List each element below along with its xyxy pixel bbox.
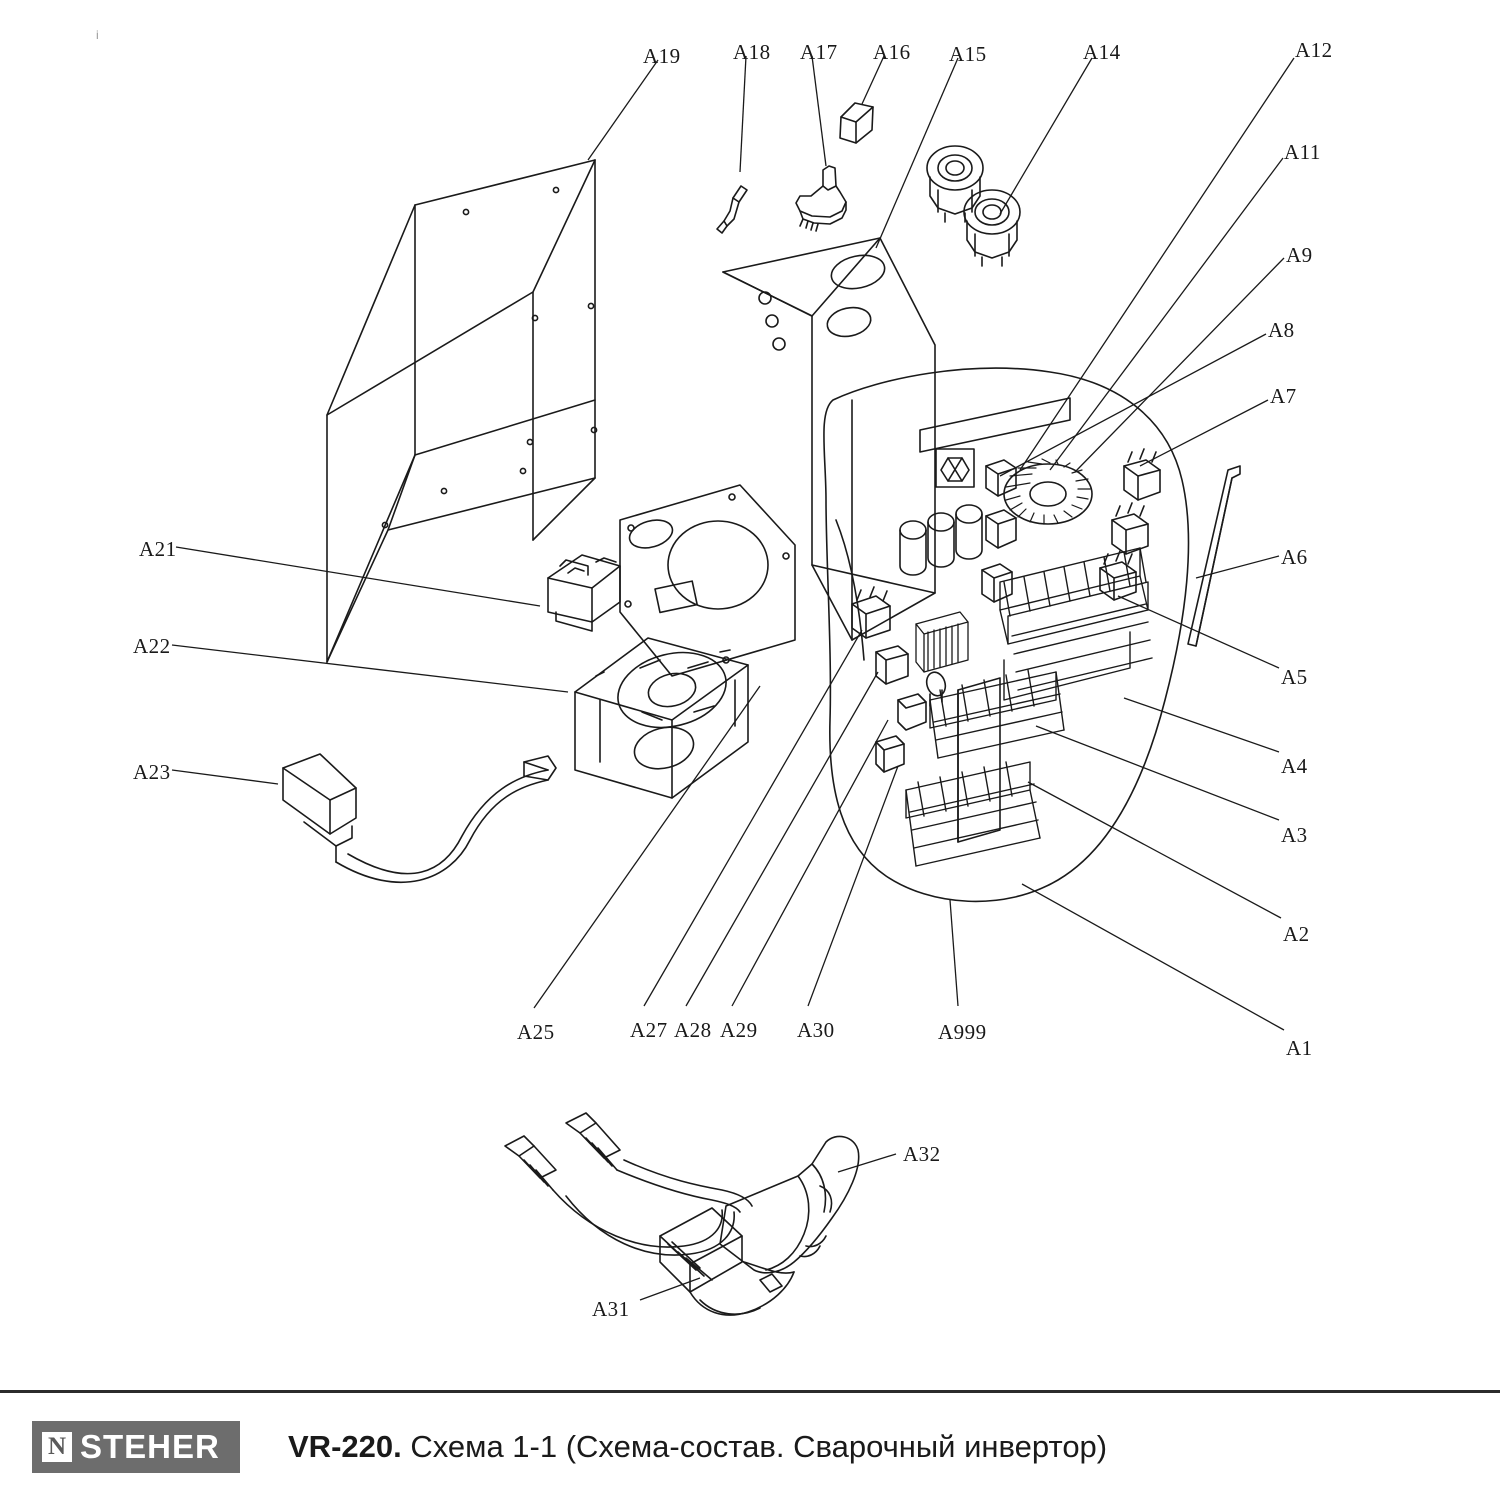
leader-line-a2 [1028, 782, 1281, 918]
brand-name: STEHER [80, 1427, 220, 1465]
leader-line-a28 [686, 672, 878, 1006]
part-label-a9: A9 [1286, 243, 1313, 267]
part-label-a22: A22 [133, 634, 171, 658]
part-label-a25: A25 [517, 1020, 555, 1044]
leader-line-a7 [1140, 400, 1268, 466]
part-label-a23: A23 [133, 760, 171, 784]
part-label-a32: A32 [903, 1142, 941, 1166]
part-label-a29: A29 [720, 1018, 758, 1042]
part-label-a31: A31 [592, 1297, 630, 1321]
part-label-a18: A18 [733, 40, 771, 64]
brand-mark-icon: N [42, 1432, 72, 1462]
corner-tick: i [96, 28, 99, 42]
part-label-a11: A11 [1284, 140, 1321, 164]
leader-line-a32 [838, 1154, 896, 1172]
part-label-a27: A27 [630, 1018, 668, 1042]
part-label-a15: A15 [949, 42, 987, 66]
leader-line-a999 [950, 900, 958, 1006]
leader-line-a30 [808, 766, 898, 1006]
leader-line-a11 [1050, 158, 1283, 470]
leader-line-a6 [1196, 556, 1279, 578]
part-label-a21: A21 [139, 537, 177, 561]
footer [0, 1393, 1500, 1500]
brand-logo [32, 1421, 240, 1473]
part-label-a7: A7 [1270, 384, 1297, 408]
model-number: VR-220. [288, 1428, 402, 1464]
diagram-caption [288, 1429, 1107, 1465]
part-label-a4: A4 [1281, 754, 1308, 778]
leader-line-a31 [640, 1278, 700, 1300]
part-label-a19: A19 [643, 44, 681, 68]
leader-line-a17 [812, 56, 826, 166]
leader-line-a5 [1118, 596, 1279, 668]
leader-line-a23 [172, 770, 278, 784]
leader-line-a4 [1124, 698, 1279, 752]
part-label-a3: A3 [1281, 823, 1308, 847]
leader-line-a29 [732, 720, 888, 1006]
part-label-a14: A14 [1083, 40, 1121, 64]
part-label-a5: A5 [1281, 665, 1308, 689]
part-label-a1: A1 [1286, 1036, 1313, 1060]
part-label-a8: A8 [1268, 318, 1295, 342]
leader-line-a1 [1022, 884, 1284, 1030]
part-label-a30: A30 [797, 1018, 835, 1042]
leader-line-a18 [740, 56, 746, 172]
leader-line-a22 [172, 645, 568, 692]
schema-description: Схема 1-1 (Схема-состав. Сварочный инвертор) [410, 1428, 1108, 1464]
leader-line-a21 [176, 547, 540, 606]
leader-line-a9 [1075, 258, 1284, 472]
part-label-a16: A16 [873, 40, 911, 64]
part-label-a28: A28 [674, 1018, 712, 1042]
part-label-a999: A999 [938, 1020, 987, 1044]
part-label-a17: A17 [800, 40, 838, 64]
leader-line-a19 [588, 60, 658, 160]
part-label-a6: A6 [1281, 545, 1308, 569]
part-label-a2: A2 [1283, 922, 1310, 946]
part-label-a12: A12 [1295, 38, 1333, 62]
leader-line-a14 [1000, 58, 1092, 214]
